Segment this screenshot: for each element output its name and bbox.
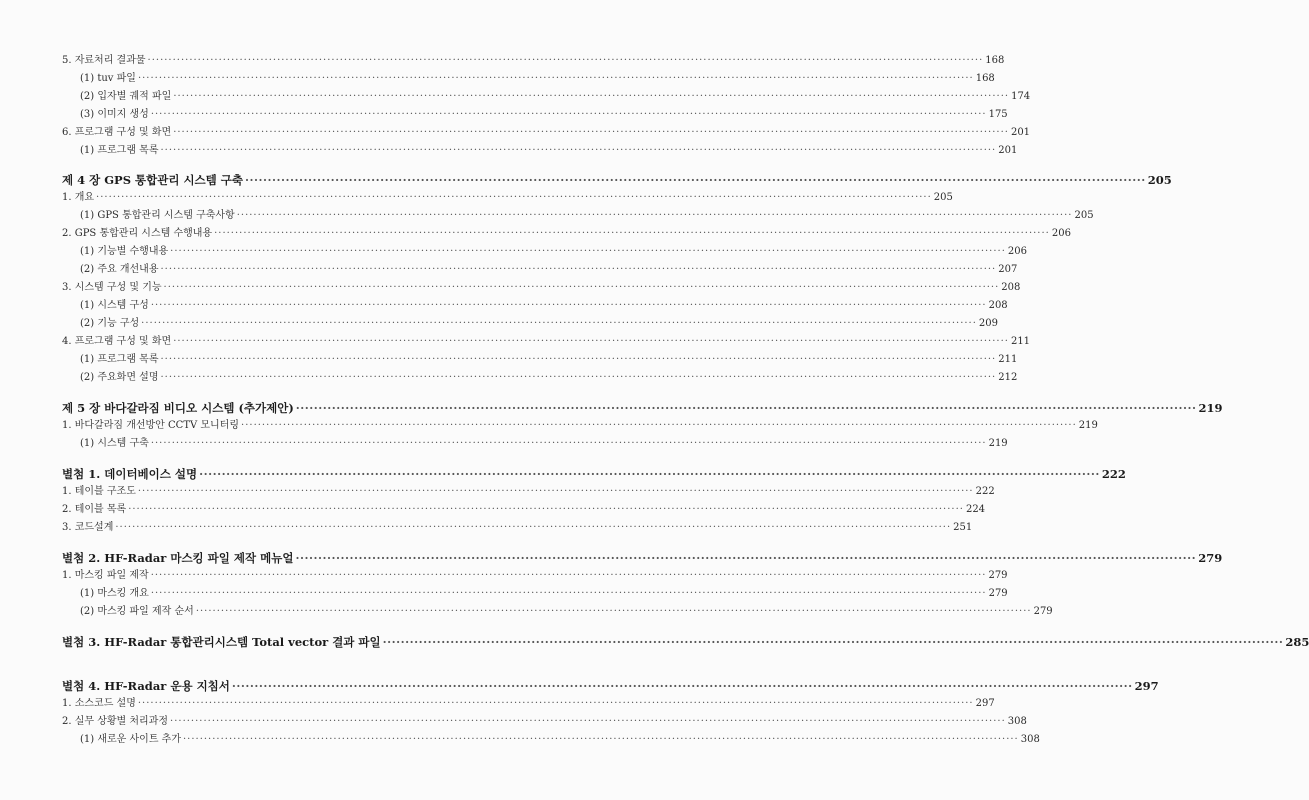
leader-dots: ········································································································································································································	[160, 354, 997, 365]
page-number: 205	[1147, 173, 1172, 187]
leader-dots: ········································································································································································································	[150, 570, 987, 581]
page-number: 222	[1101, 467, 1126, 481]
toc-entry	[80, 69, 995, 85]
leader-dots: ········································································································································································································	[160, 372, 997, 383]
page-number: 308	[1020, 734, 1040, 745]
page-number: 206	[1007, 246, 1027, 257]
page-number: 205	[933, 192, 953, 203]
leader-dots: ········································································································································································································	[382, 635, 1284, 649]
chapter-entry	[62, 632, 1309, 649]
entry-title: (2) 주요 개선내용	[80, 264, 159, 275]
entry-title: 1. 바다갈라짐 개선방안 CCTV 모니터링	[62, 420, 240, 431]
toc-entry	[62, 278, 1021, 294]
toc-entry	[80, 434, 1008, 450]
entry-title: (1) GPS 통합관리 시스템 구축사항	[80, 210, 235, 221]
entry-title: 5. 자료처리 결과물	[62, 55, 146, 66]
leader-dots: ········································································································································································································	[173, 127, 1009, 138]
toc-entry	[62, 224, 1071, 240]
toc-entry	[80, 296, 1008, 312]
entry-title: (1) 마스킹 개요	[80, 588, 149, 599]
page-number: 279	[988, 570, 1008, 581]
toc-entry	[62, 500, 986, 516]
leader-dots: ········································································································································································································	[173, 336, 1009, 347]
toc-entry	[62, 123, 1031, 139]
leader-dots: ········································································································································································································	[128, 504, 964, 515]
entry-title: 6. 프로그램 구성 및 화면	[62, 127, 172, 138]
toc-entry	[80, 242, 1027, 258]
toc-entry	[62, 518, 973, 534]
page-number: 279	[1198, 551, 1223, 565]
chapter-entry	[62, 676, 1159, 693]
entry-title: (1) 새로운 사이트 추가	[80, 734, 181, 745]
toc-entry	[62, 694, 995, 710]
page-number: 224	[965, 504, 986, 515]
leader-dots: ········································································································································································································	[150, 109, 987, 120]
page-number: 219	[988, 438, 1008, 449]
leader-dots: ········································································································································································································	[182, 734, 1019, 745]
chapter-entry	[62, 464, 1126, 481]
page-number: 211	[998, 354, 1018, 365]
entry-title: (1) 기능별 수행내용	[80, 246, 169, 257]
leader-dots: ········································································································································································································	[150, 438, 987, 449]
leader-dots: ········································································································································································································	[137, 73, 974, 84]
page-number: 211	[1010, 336, 1031, 347]
page-number: 168	[985, 55, 1005, 66]
page-number: 279	[1033, 606, 1053, 617]
page-number: 251	[953, 522, 973, 533]
entry-title: (1) 프로그램 목록	[80, 354, 159, 365]
leader-dots: ········································································································································································································	[147, 55, 984, 66]
toc-entry	[62, 332, 1031, 348]
entry-title: 2. GPS 통합관리 시스템 수행내용	[62, 228, 213, 239]
toc-entry	[80, 584, 1008, 600]
toc-entry	[80, 368, 1018, 384]
page-number: 308	[1007, 716, 1027, 727]
entry-title: 2. 테이블 목록	[62, 504, 127, 515]
leader-dots: ········································································································································································································	[160, 264, 997, 275]
entry-title: (1) 시스템 구축	[80, 438, 149, 449]
page-number: 208	[1001, 282, 1021, 293]
leader-dots: ········································································································································································································	[150, 300, 987, 311]
page-number: 219	[1198, 401, 1223, 415]
leader-dots: ········································································································································································································	[170, 716, 1006, 727]
entry-title: (2) 기능 구성	[80, 318, 140, 329]
leader-dots: ········································································································································································································	[115, 522, 952, 533]
leader-dots: ········································································································································································································	[173, 91, 1010, 102]
page-number: 174	[1011, 91, 1031, 102]
leader-dots: ········································································································································································································	[231, 679, 1133, 693]
leader-dots: ········································································································································································································	[245, 173, 1146, 187]
entry-title: 별첨 4. HF-Radar 운용 지침서	[62, 679, 230, 693]
toc-entry	[62, 712, 1027, 728]
toc-entry	[80, 87, 1031, 103]
page-number: 212	[998, 372, 1018, 383]
toc-entry	[80, 602, 1053, 618]
leader-dots: ········································································································································································································	[236, 210, 1073, 221]
leader-dots: ········································································································································································································	[141, 318, 977, 329]
entry-title: (1) 프로그램 목록	[80, 145, 159, 156]
leader-dots: ········································································································································································································	[170, 246, 1006, 257]
page-number: 209	[978, 318, 999, 329]
entry-title: 2. 실무 상황별 처리과정	[62, 716, 169, 727]
toc-entry	[62, 416, 1098, 432]
leader-dots: ········································································································································································································	[137, 698, 974, 709]
toc-entry	[80, 730, 1040, 746]
entry-title: (1) 시스템 구성	[80, 300, 149, 311]
page-number: 285	[1285, 635, 1309, 649]
page-number: 175	[988, 109, 1008, 120]
page-number: 219	[1078, 420, 1098, 431]
entry-title: 3. 시스템 구성 및 기능	[62, 282, 162, 293]
chapter-entry	[62, 398, 1223, 415]
toc-entry	[62, 482, 995, 498]
toc-entry	[62, 51, 1005, 67]
entry-title: (2) 주요화면 설명	[80, 372, 159, 383]
leader-dots: ········································································································································································································	[150, 588, 987, 599]
entry-title: 4. 프로그램 구성 및 화면	[62, 336, 172, 347]
entry-title: 별첨 1. 데이터베이스 설명	[62, 467, 198, 481]
leader-dots: ········································································································································································································	[195, 606, 1032, 617]
entry-title: (1) tuv 파일	[80, 73, 136, 84]
page-number: 208	[988, 300, 1008, 311]
toc-entry	[80, 206, 1094, 222]
leader-dots: ········································································································································································································	[241, 420, 1077, 431]
page-number: 222	[975, 486, 995, 497]
entry-title: 제 4 장 GPS 통합관리 시스템 구축	[62, 173, 243, 187]
page-number: 207	[998, 264, 1018, 275]
entry-title: 3. 코드설계	[62, 522, 114, 533]
chapter-entry	[62, 548, 1223, 565]
entry-title: 1. 마스킹 파일 제작	[62, 570, 149, 581]
page-number: 205	[1074, 210, 1094, 221]
page-number: 201	[998, 145, 1018, 156]
page-number: 297	[1134, 679, 1159, 693]
toc-entry	[80, 105, 1008, 121]
leader-dots: ········································································································································································································	[199, 467, 1100, 481]
toc-entry	[80, 314, 999, 330]
chapter-entry	[62, 170, 1172, 187]
leader-dots: ········································································································································································································	[137, 486, 974, 497]
toc-entry	[80, 141, 1018, 157]
leader-dots: ········································································································································································································	[96, 192, 932, 203]
entry-title: 제 5 장 바다갈라짐 비디오 시스템 (추가제안)	[62, 401, 294, 415]
toc-entry	[80, 350, 1018, 366]
leader-dots: ········································································································································································································	[295, 401, 1197, 415]
entry-title: (2) 마스킹 파일 제작 순서	[80, 606, 194, 617]
page-number: 206	[1051, 228, 1071, 239]
leader-dots: ········································································································································································································	[295, 551, 1197, 565]
page-number: 201	[1010, 127, 1031, 138]
leader-dots: ········································································································································································································	[160, 145, 997, 156]
page-number: 279	[988, 588, 1008, 599]
leader-dots: ········································································································································································································	[163, 282, 1000, 293]
entry-title: 1. 소스코드 설명	[62, 698, 136, 709]
toc-entry	[80, 260, 1018, 276]
entry-title: (2) 입자별 궤적 파일	[80, 91, 172, 102]
entry-title: 별첨 3. HF-Radar 통합관리시스템 Total vector 결과 파일	[62, 635, 381, 649]
leader-dots: ········································································································································································································	[214, 228, 1050, 239]
page-number: 297	[975, 698, 995, 709]
entry-title: 1. 테이블 구조도	[62, 486, 136, 497]
toc-entry	[62, 188, 953, 204]
toc-entry	[62, 566, 1008, 582]
page-number: 168	[975, 73, 995, 84]
entry-title: (3) 이미지 생성	[80, 109, 149, 120]
entry-title: 별첨 2. HF-Radar 마스킹 파일 제작 메뉴얼	[62, 551, 294, 565]
entry-title: 1. 개요	[62, 192, 95, 203]
